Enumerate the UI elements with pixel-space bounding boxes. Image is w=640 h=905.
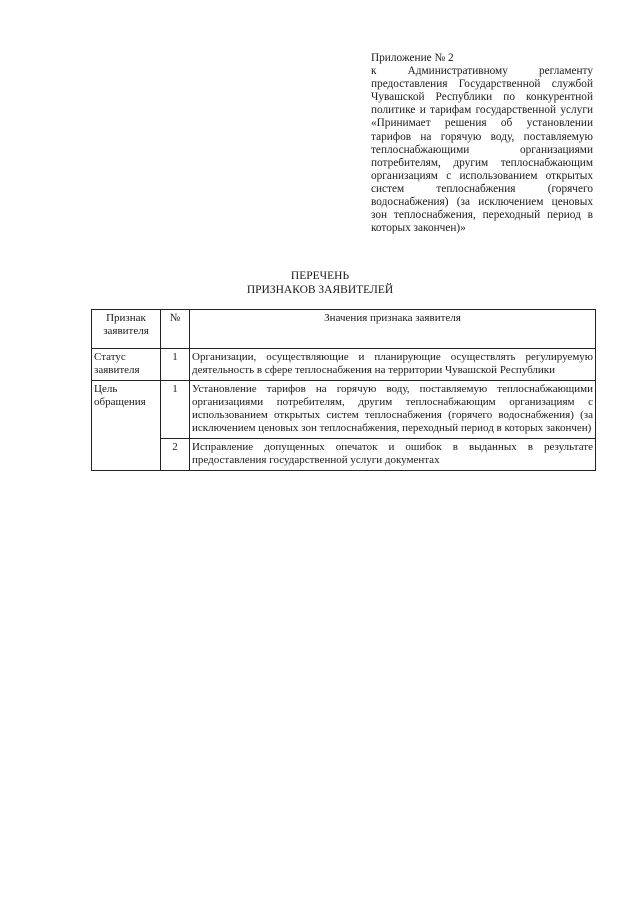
header-criterion: Признак заявителя [92,310,161,349]
criteria-table [91,309,596,471]
title-line-2: ПРИЗНАКОВ ЗАЯВИТЕЛЕЙ [246,283,394,296]
table-row [92,439,596,471]
row-number: 2 [161,439,190,471]
document-title [0,270,640,297]
row-value: Исправление допущенных опечаток и ошибок в выданных в результате предоставления государственной услуги документах [190,439,596,471]
row-value: Установление тарифов на горячую воду, поставляемую теплоснабжающими организациями потребителям, другим теплоснабжающим организациям с использованием открытых систем теплоснабжения (горячего водоснабжения) (за исключением ценовых зон теплоснабжения, переходный период в которых закончен) [190,381,596,439]
header-values: Значения признака заявителя [190,310,596,349]
appendix-block [371,52,593,235]
title-line-1: ПЕРЕЧЕНЬ [290,270,350,282]
appendix-body: к Административному регламенту предоставления Государственной службой Чувашской Республики по конкурентной политике и тарифам государственной услуги «Принимает решения об установлении тарифов на горячую воду, поставляемую теплоснабжающими организациями потребителям, другим теплоснабжающим организациям с использованием открытых систем теплоснабжения (горячего водоснабжения) (за исключением ценовых зон теплоснабжения, переходный период в которых закончен)» [371,65,593,235]
table-row [92,349,596,381]
row-criterion: Цель обращения [92,381,161,471]
row-value: Организации, осуществляющие и планирующие осуществлять регулируемую деятельность в сфере теплоснабжения на территории Чувашской Республики [190,349,596,381]
header-number: № [161,310,190,349]
row-number: 1 [161,381,190,439]
table-row [92,381,596,439]
row-criterion: Статус заявителя [92,349,161,381]
appendix-heading: Приложение № 2 [371,52,454,64]
table-header-row [92,310,596,349]
row-number: 1 [161,349,190,381]
